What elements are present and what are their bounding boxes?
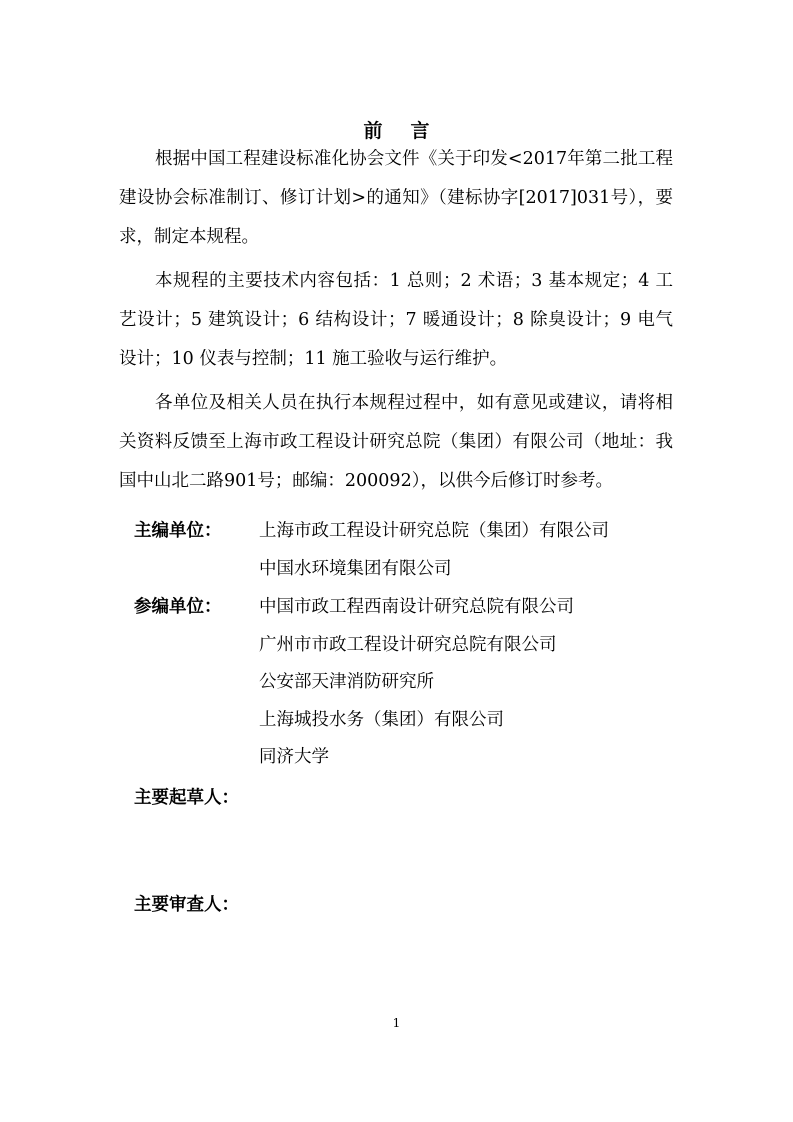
chief-editor-list — [259, 518, 609, 593]
chief-editor-unit: 上海市政工程设计研究总院（集团）有限公司 — [259, 521, 609, 541]
preface-paragraph-feedback: 各单位及相关人员在执行本规程过程中，如有意见或建议，请将相关资料反馈至上海市政工程设计研究总院（集团）有限公司（地址：我国中山北二路901号；邮编：200092），以供今后修订时参考。 — [119, 393, 673, 491]
participating-editor-unit: 公安部天津消防研究所 — [259, 672, 434, 692]
participating-editor-unit: 中国市政工程西南设计研究总院有限公司 — [259, 597, 574, 617]
page-title: 前言 — [363, 119, 458, 142]
preface-paragraph-basis: 根据中国工程建设标准化协会文件《关于印发<2017年第二批工程建设协会标准制订、修订计划>的通知》（建标协字[2017]031号），要求，制定本规程。 — [119, 149, 673, 247]
main-drafters-label: 主要起草人： — [134, 788, 239, 808]
main-reviewers-label: 主要审查人： — [134, 895, 239, 915]
page-number: 1 — [392, 1016, 401, 1030]
participating-editor-unit: 同济大学 — [259, 747, 329, 767]
participating-editor-unit: 上海城投水务（集团）有限公司 — [259, 709, 504, 730]
participating-editor-unit: 广州市市政工程设计研究总院有限公司 — [259, 634, 557, 655]
participating-editor-list — [259, 594, 574, 782]
participating-editor-label: 参编单位： — [134, 597, 222, 617]
chief-editor-unit: 中国水环境集团有限公司 — [259, 558, 452, 579]
chief-editor-label: 主编单位： — [134, 521, 222, 541]
preface-paragraph-contents: 本规程的主要技术内容包括：1 总则；2 术语；3 基本规定；4 工艺设计；5 建筑设计；6 结构设计；7 暖通设计；8 除臭设计；9 电气设计；10 仪表与控制；11 施工验收与运行维护。 — [119, 271, 673, 369]
